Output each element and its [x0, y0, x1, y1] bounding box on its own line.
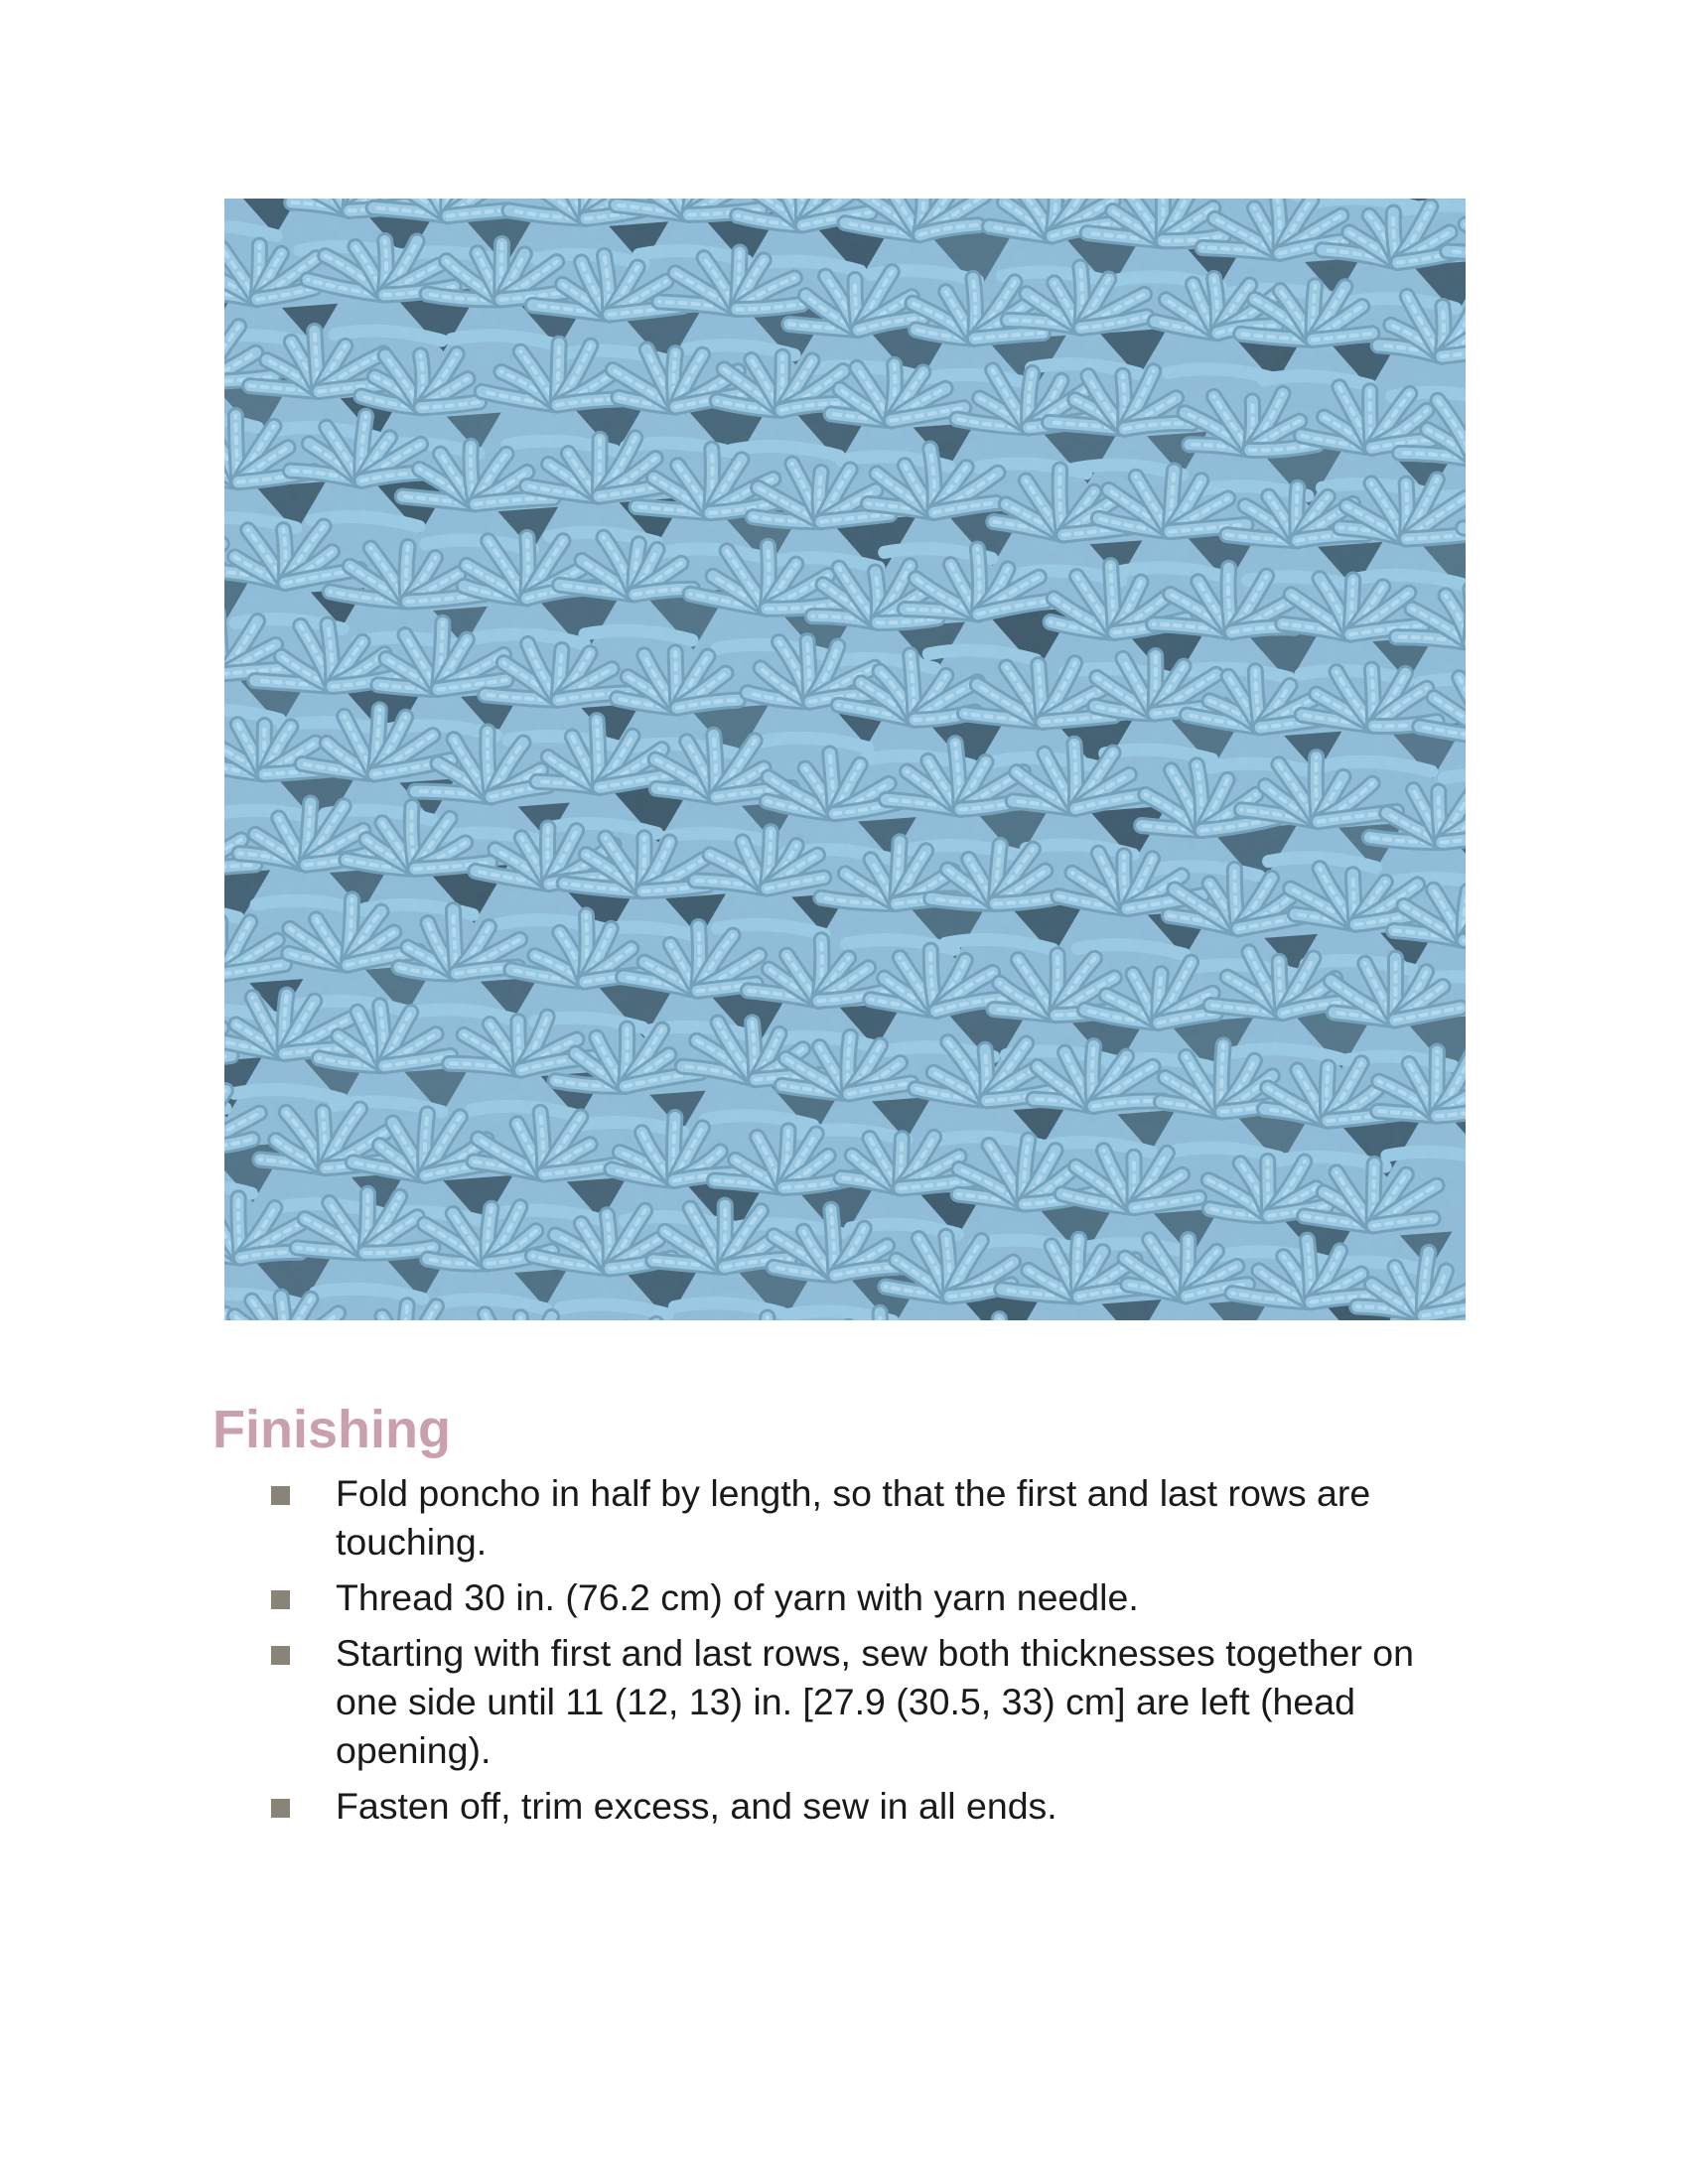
square-bullet-icon: [271, 1646, 290, 1665]
step-text: Thread 30 in. (76.2 cm) of yarn with yarn needle.: [336, 1576, 1139, 1618]
section-heading: Finishing: [212, 1400, 451, 1459]
square-bullet-icon: [271, 1799, 290, 1818]
list-item: [270, 1629, 1462, 1775]
square-bullet-icon: [271, 1486, 290, 1505]
list-item: [270, 1573, 1462, 1622]
crochet-texture-image: [224, 199, 1466, 1320]
square-bullet-icon: [271, 1590, 290, 1609]
list-item: [270, 1469, 1462, 1567]
step-text: Starting with first and last rows, sew both thicknesses together on one side until 11 (12, 13) in. [27.9 (30.5, 33) cm] are left (head opening).: [336, 1632, 1414, 1771]
step-text: Fasten off, trim excess, and sew in all ends.: [336, 1785, 1057, 1827]
crochet-photo: [224, 199, 1466, 1320]
step-text: Fold poncho in half by length, so that the first and last rows are touching.: [336, 1472, 1371, 1563]
list-item: [270, 1782, 1462, 1831]
finishing-steps-list: [270, 1469, 1462, 1838]
